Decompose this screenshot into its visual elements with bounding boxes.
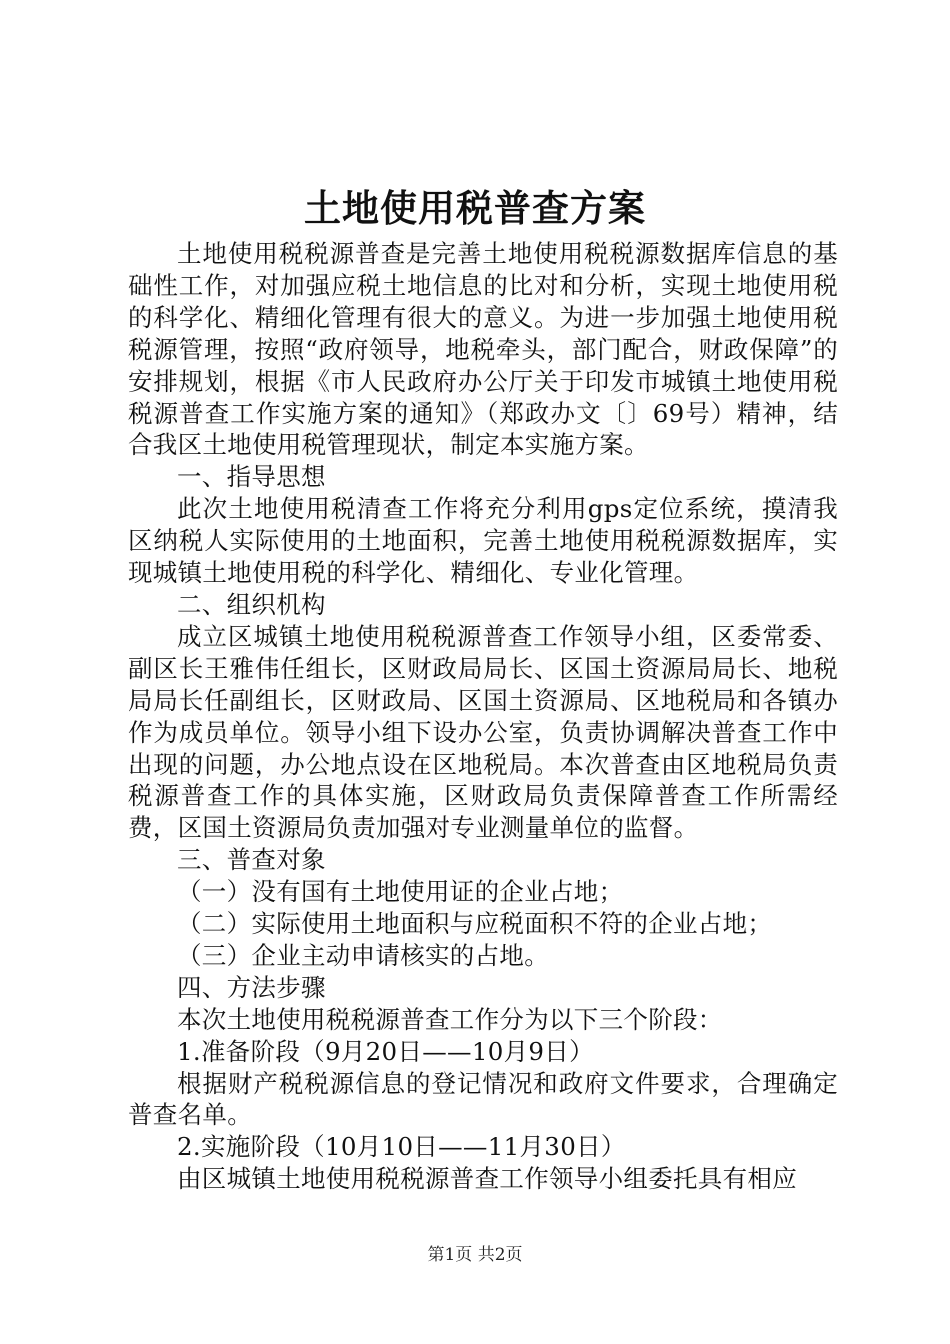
paragraph-guiding-ideology: 此次土地使用税清查工作将充分利用gps定位系统，摸清我区纳税人实际使用的土地面积，完善土地使用税税源数据库，实现城镇土地使用税的科学化、精细化、专业化管理。 xyxy=(128,494,838,588)
list-item-target-1: （一）没有国有土地使用证的企业占地； xyxy=(177,877,624,907)
document-body xyxy=(128,238,838,1195)
heading-stage-implementation: 2.实施阶段（10月10日——11月30日） xyxy=(177,1132,626,1162)
paragraph-intro: 土地使用税税源普查是完善土地使用税税源数据库信息的基础性工作，对加强应税土地信息的比对和分析，实现土地使用税的科学化、精细化管理有很大的意义。为进一步加强土地使用税税源管理，按照“政府领导，地税牵头，部门配合，财政保障”的安排规划，根据《市人民政府办公厅关于印发市城镇土地使用税税源普查工作实施方案的通知》（郑政办文〔〕69号）精神，结合我区土地使用税管理现状，制定本实施方案。 xyxy=(128,239,838,460)
document-title: 土地使用税普查方案 xyxy=(304,186,646,230)
heading-stage-preparation: 1.准备阶段（9月20日——10月9日） xyxy=(177,1036,594,1066)
list-item-target-2: （二）实际使用土地面积与应税面积不符的企业占地； xyxy=(177,909,773,939)
page-number-footer: 第1页 共2页 xyxy=(427,1245,523,1265)
paragraph-stage-implementation: 由区城镇土地使用税税源普查工作领导小组委托具有相应 xyxy=(177,1164,797,1194)
paragraph-stage-preparation: 根据财产税税源信息的登记情况和政府文件要求，合理确定普查名单。 xyxy=(128,1068,838,1130)
heading-survey-targets: 三、普查对象 xyxy=(177,845,326,875)
list-item-target-3: （三）企业主动申请核实的占地。 xyxy=(177,940,549,970)
paragraph-organization: 成立区城镇土地使用税税源普查工作领导小组，区委常委、副区长王雅伟任组长，区财政局局长、区国土资源局局长、地税局局长任副组长，区财政局、区国土资源局、区地税局和各镇办作为成员单位。领导小组下设办公室，负责协调解决普查工作中出现的问题，办公地点设在区地税局。本次普查由区地税局负责税源普查工作的具体实施，区财政局负责保障普查工作所需经费，区国土资源局负责加强对专业测量单位的监督。 xyxy=(128,621,838,843)
heading-method-steps: 四、方法步骤 xyxy=(177,972,326,1002)
paragraph-stages-intro: 本次土地使用税税源普查工作分为以下三个阶段： xyxy=(177,1004,723,1034)
heading-organization: 二、组织机构 xyxy=(177,589,326,619)
heading-guiding-ideology: 一、指导思想 xyxy=(177,462,326,492)
